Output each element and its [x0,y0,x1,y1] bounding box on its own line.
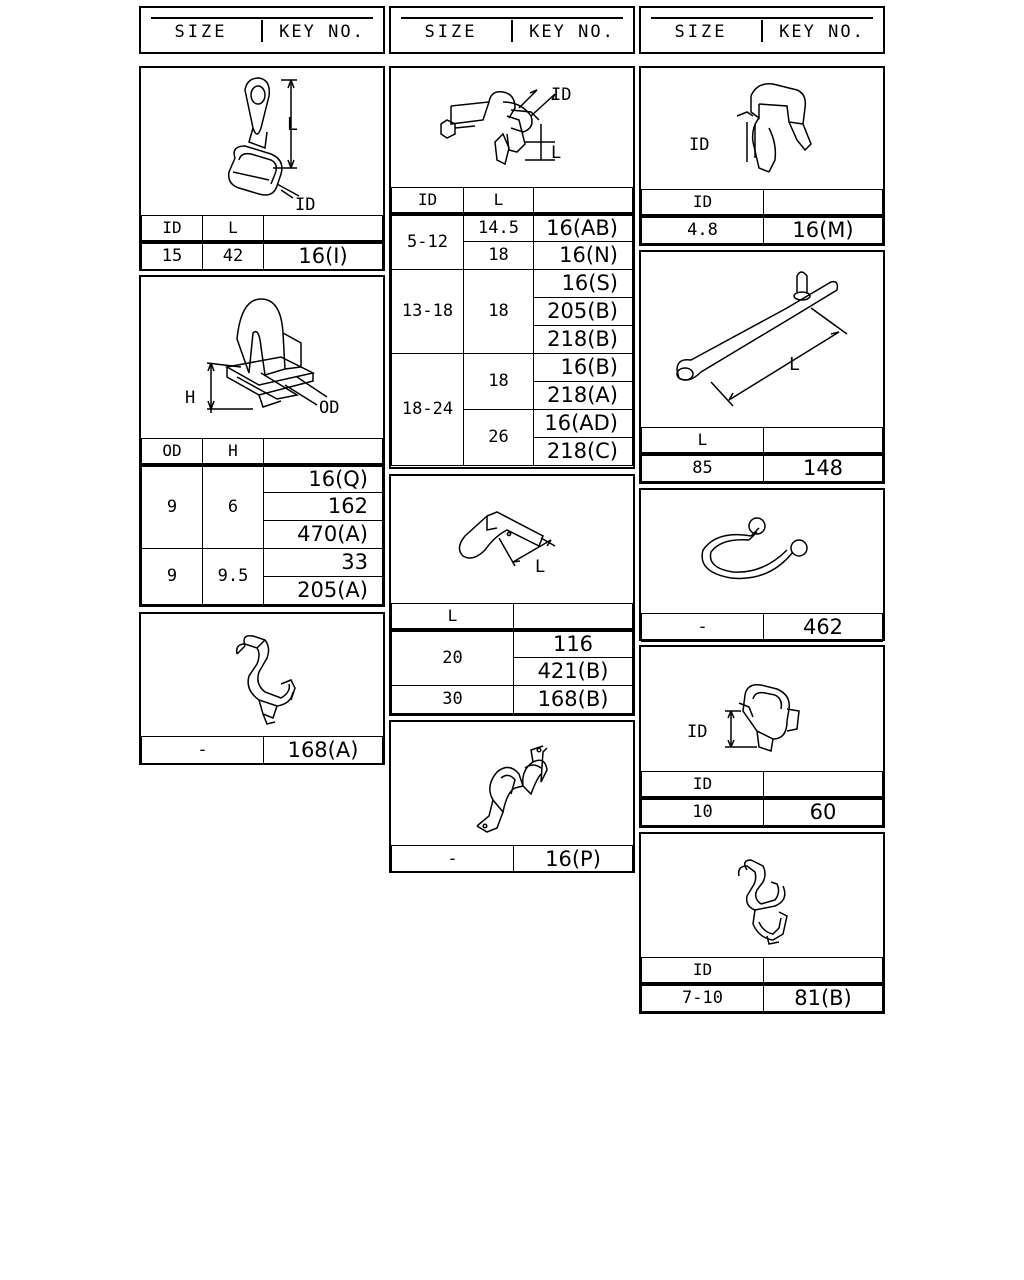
bracket-clip-drawing [391,68,633,188]
tube-clip-drawing [641,647,883,771]
cell-id: 4.8 [642,216,764,244]
cell-key-no: 148 [764,454,883,482]
cell-l: 30 [392,686,514,714]
dim-label-l: L [551,143,562,163]
retainer-clip-drawing [141,277,383,439]
header-col3 [639,6,885,54]
part-panel-saddle-clip [389,720,635,873]
part-panel-bracket-clip [389,66,635,469]
cell-size: - [142,737,264,764]
cell-h: 9.5 [203,549,264,605]
cell-l: 18 [464,354,534,410]
cell-key-no: 16(Q) [264,465,383,493]
wire-clip-drawing [391,476,633,604]
cell-size: - [392,846,514,873]
dim-label-id: ID [687,722,708,742]
cell-key-no: 218(A) [534,382,633,410]
cell-key-no: 116 [514,630,633,658]
cell-key-no: 421(B) [514,658,633,686]
part-panel-double-hook-clip [639,832,885,1014]
col-header-l: L [392,604,514,630]
cell-key-no: 16(AB) [534,214,633,242]
cell-key-no: 16(N) [534,242,633,270]
spec-table [141,736,383,764]
dim-label-id: ID [295,195,316,215]
spec-table [641,957,883,1012]
saddle-clip-drawing [391,722,633,846]
col-header-h: H [203,439,264,465]
col-header-key [514,604,633,630]
spec-table [391,187,633,466]
col-header-id: ID [142,216,203,242]
cell-key-no: 16(AD) [534,410,633,438]
cell-id: 5-12 [392,214,464,270]
col-header-l: L [642,428,764,454]
edge-clip-drawing [641,68,883,190]
col-header-key [264,439,383,465]
part-panel-tube-clip [639,645,885,828]
cell-key-no: 205(A) [264,577,383,605]
header-key-no: KEY NO. [529,22,615,42]
cell-id: 18-24 [392,354,464,466]
cell-od: 9 [142,549,203,605]
header-key-no: KEY NO. [779,22,865,42]
part-panel-wire-clip [389,474,635,716]
cell-key-no: 16(P) [514,846,633,873]
cell-key-no: 81(B) [764,984,883,1012]
col-header-key [764,772,883,798]
part-panel-eyelet-clip [139,66,385,271]
cell-l: 14.5 [464,214,534,242]
part-panel-hook-clip [139,612,385,765]
cell-od: 9 [142,465,203,549]
spec-table [141,215,383,270]
col-header-key [264,216,383,242]
spec-table [641,771,883,826]
part-panel-retainer-clip [139,275,385,607]
dim-label-l: L [535,557,546,577]
cell-id: 7-10 [642,984,764,1012]
cell-l: 18 [464,270,534,354]
dim-label-id: ID [551,85,572,105]
cell-id: 15 [142,242,203,270]
header-col1 [139,6,385,54]
header-size: SIZE [424,22,478,42]
col-header-key [764,958,883,984]
part-panel-strap [639,250,885,484]
col-header-id: ID [392,188,464,214]
dim-label-od: OD [319,398,340,418]
cell-l: 18 [464,242,534,270]
cell-key-no: 60 [764,798,883,826]
cell-h: 6 [203,465,264,549]
cell-key-no: 16(B) [534,354,633,382]
cell-key-no: 218(B) [534,326,633,354]
cell-key-no: 218(C) [534,438,633,466]
header-size: SIZE [174,22,228,42]
col-header-l: L [464,188,534,214]
col-header-id: ID [642,958,764,984]
col-header-key [764,190,883,216]
col-header-id: ID [642,190,764,216]
spec-table [641,189,883,244]
strap-drawing [641,252,883,428]
col-header-key [764,428,883,454]
cell-l: 20 [392,630,514,686]
spec-table [641,613,883,642]
part-panel-loop-clip [639,488,885,641]
header-key-no: KEY NO. [279,22,365,42]
cell-size: - [642,614,764,642]
header-rule [651,17,873,19]
spec-table [391,845,633,873]
spec-table [391,603,633,714]
header-rule [151,17,373,19]
spec-table [141,438,383,605]
col-header-l: L [203,216,264,242]
eyelet-clip-drawing [141,68,383,216]
cell-id: 13-18 [392,270,464,354]
cell-key-no: 16(I) [264,242,383,270]
part-panel-edge-clip [639,66,885,246]
cell-key-no: 33 [264,549,383,577]
cell-key-no: 462 [764,614,883,642]
cell-l: 42 [203,242,264,270]
double-hook-clip-drawing [641,834,883,958]
dim-label-l: L [789,354,800,375]
dim-label-id: ID [689,135,710,155]
header-rule [401,17,623,19]
cell-key-no: 470(A) [264,521,383,549]
cell-key-no: 168(A) [264,737,383,764]
header-col2 [389,6,635,54]
cell-key-no: 168(B) [514,686,633,714]
spec-table [641,427,883,482]
cell-key-no: 205(B) [534,298,633,326]
cell-l: 85 [642,454,764,482]
cell-id: 10 [642,798,764,826]
cell-key-no: 162 [264,493,383,521]
cell-key-no: 16(M) [764,216,883,244]
cell-l: 26 [464,410,534,466]
header-size: SIZE [674,22,728,42]
dim-label-h: H [185,388,196,408]
cell-key-no: 16(S) [534,270,633,298]
hook-clip-drawing [141,614,383,736]
col-header-key [534,188,633,214]
loop-clip-drawing [641,490,883,614]
col-header-id: ID [642,772,764,798]
dim-label-l: L [287,114,298,135]
col-header-od: OD [142,439,203,465]
